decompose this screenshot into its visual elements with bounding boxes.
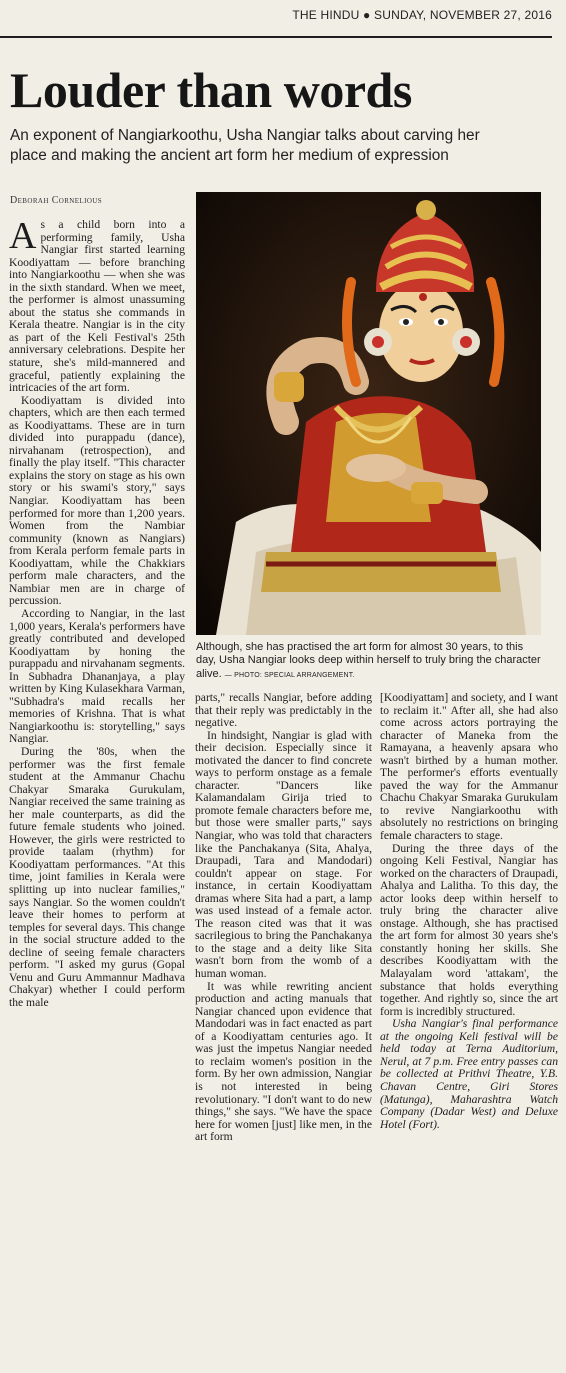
byline: Deborah Cornelious [10,195,103,206]
paragraph: It was while rewriting ancient production and acting manuals that Nangiar chanced upon evidence that Mandodari was in fact enacted as part of a Koodiyattam centuries ago. It was just the impetus Nangiar needed to reclaim women's position in the form. By her own admission, Nangiar is not interested in being revolutionary. "I don't want to do new things," she says. "We have the space here for women [just] like men, in the art form [195,979,372,1144]
body-column-3 [380,692,558,1367]
paragraph: [Koodiyattam] and society, and I want to reclaim it." After all, she had also come across actors portraying the character of Maneka from the Ramayana, a heavenly apsara who wasn't birthed by a human mother. The performer's efforts eventually paved the way for the Ammanur Chachu Chakyar Smaraka Gurukulam to revive Nangiarkoothu with absolutely no restrictions on bringing female characters to stage. [380,691,558,843]
body-column-2 [195,692,372,1367]
paragraph [9,215,185,395]
body-column-1 [9,215,185,1369]
caption-text: Although, she has practised the art form for almost 30 years, to this day, Usha Nangiar looks deep within herself to truly bring the character alive. [196,641,541,680]
photo-credit: — PHOTO: SPECIAL ARRANGEMENT. [224,671,355,679]
standfirst: An exponent of Nangiarkoothu, Usha Nangiar talks about carving her place and making the ancient art form her medium of expression [10,127,480,164]
masthead: THE HINDU ● SUNDAY, NOVEMBER 27, 2016 [292,8,552,22]
paragraph: During the '80s, when the performer was the first female student at the Ammanur Chachu Chakyar Smaraka Gurukulam, Nangiar received the same training as her male counterparts, as did the future female students who joined. However, the girls were restricted to provide taalam (rhythm) for Koodiyattam performances. "At this time, joint families in Kerala were splitting up into nuclear families," says Nangiar. So the women couldn't leave their homes to perform at temples for several days. This change in the social structure added to the decline of seeing female characters perform. "I asked my gurus (Gopal Venu and Guru Ammannur Madhava Chakyar) whether I could perform the male [9,744,185,1009]
paragraph: During the three days of the ongoing Keli Festival, Nangiar has worked on the characters of Draupadi, Ahalya and Lalitha. To this day, the actor looks deep within herself to truly bring the character alive onstage. Although, she has practised the art form for almost 30 years she's constantly honing her skills. She describes Koodiyattam with the Malayalam word 'attakam', the substance that holds everything together. And rightly so, since the art form is incredibly structured. [380,841,558,1018]
paragraph-text: s a child born into a performing family, Usha Nangiar first started learning Koodiyattam — before branching into Nangiarkoothu — when she was in the sixth standard. When we meet, the performer is almost unassuming about the status she commands in Kerala theatre. Nangiar is in the city as part of the Keli Festival's 25th anniversary celebrations. Despite her stature, she's mild-mannered and graceful, patiently explaining the intricacies of the art form. [9,218,185,395]
photo-caption [196,641,546,682]
headline: Louder than words [10,62,412,118]
paragraph: According to Nangiar, in the last 1,000 years, Kerala's performers have greatly contributed and developed Koodiyattam by honing the purappadu and nirvahanam segments. In Subhadra Dhananjaya, a play written by King Kulasekhara Varman, "Subhadra's maid recalls her memories of Krishna. That is what Nangiarkoothu is: storytelling," says Nangiar. [9,606,185,746]
drop-cap: A [9,215,37,257]
paragraph: parts," recalls Nangiar, before adding that their reply was predictably in the negative. [195,691,372,730]
paragraph: In hindsight, Nangiar is glad with their decision. Especially since it motivated the dancer to find concrete ways to perform onstage as a female character. "Dancers like Kalamandalam Girija tried to promote female characters before me, but those were smaller parts," says Nangiar, who was told that characters like the Panchakanya (Sita, Ahalya, Draupadi, Tara and Mandodari) couldn't appear on stage. For instance, in certain Koodiyattam dramas where Sita had a part, a lamp was used instead of a female actor. The reason cited was that it was sacrilegious to bring the Panchakanya to the stage and a deity like Sita wasn't born from the womb of a human woman. [195,728,372,981]
masthead-rule [0,36,552,38]
event-info-paragraph: Usha Nangiar's final performance at the ongoing Keli festival will be held today at Terna Auditorium, Nerul, at 7 p.m. Free entry passes can be collected at Prithvi Theatre, Y.B. Chavan Centre, Giri Stores (Matunga), Maharashtra Watch Company (Dadar West) and Deluxe Hotel (Fort). [380,1017,558,1131]
kathakali-performer-photo [196,192,541,635]
paragraph: Koodiyattam is divided into chapters, which are then each termed as Koodiyattams. These are in turn divided into purappadu (dance), nirvahanam (retrospection), and finally the play itself. "This character explains the story on stage as his own story or his swami's story," says Nangiar. Koodiyattam has been performed for more than 1,200 years. Women from the Nambiar community (known as Nangiars) from Kerala perform female parts in Koodiyattam, while the Chakkiars perform male characters, and the Nambiar men are in charge of percussion. [9,393,185,608]
